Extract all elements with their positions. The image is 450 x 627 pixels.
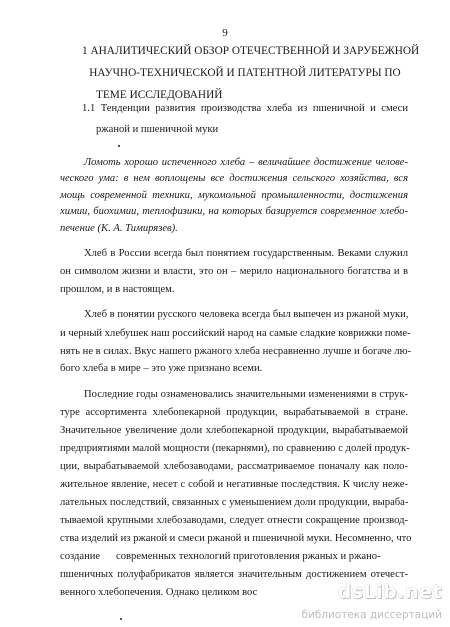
paragraph-line: жительное явление, несет с собой и негативные последствия. К числу неже- xyxy=(60,479,408,490)
section-heading-line: 1.1 Тенденции развития производства хлеба из пшеничной и смеси xyxy=(82,103,408,114)
paragraph-line: ства изделий из ржаной и смеси ржаной и пшеничной муки. Несомненно, что xyxy=(60,533,412,544)
paragraph-line: Хлеб в понятии русского человека всегда был выпечен из ржаной муки, xyxy=(84,309,409,320)
watermark-subtitle: библиотека диссертаций xyxy=(301,609,442,621)
chapter-heading-line: НАУЧНО-ТЕХНИЧЕСКОЙ И ПАТЕНТНОЙ ЛИТЕРАТУРЫ ПО xyxy=(89,67,401,79)
stray-dot xyxy=(120,618,122,620)
epigraph-line: печение (К. А. Тимирязев). xyxy=(60,223,178,234)
paragraph-line: туре ассортимента хлебопекарной продукции, вырабатываемой в стране. xyxy=(60,407,408,418)
watermark xyxy=(252,581,442,621)
paragraph-line: венного хлебопечения. Однако целиком вос xyxy=(60,587,258,598)
chapter-heading-line: ТЕМЕ ИССЛЕДОВАНИЙ xyxy=(96,89,223,101)
stray-dot xyxy=(118,145,120,147)
watermark-logo: dsLib.net xyxy=(337,581,442,603)
paragraph-line: бого хлеба в мире – это уже признано всеми. xyxy=(60,363,263,374)
paragraph-line: Значительное увеличение доли хлебопекарной продукции, вырабатываемой xyxy=(60,425,408,436)
paragraph-line: прошлом, и в настоящем. xyxy=(60,284,175,295)
paragraph-line: нять не в силах. Вкус нашего ржаного хлеба несравненно лучше и богаче лю- xyxy=(60,346,412,357)
paragraph-line: Хлеб в России всегда был понятием государственным. Веками служил xyxy=(84,248,408,259)
paragraph-line: он символом жизни и власти, это он – мерило национального богатства и в xyxy=(60,266,408,277)
paragraph-line: предприятиями малой мощности (пекарнями), по сравнению с долей продук- xyxy=(60,443,410,454)
paragraph-line: Последние годы ознаменовались значительными изменениями в струк- xyxy=(84,389,408,400)
epigraph-line: мощь современной техники, мукомольной промышленности, достижения xyxy=(60,190,408,201)
paragraph-line: и черный хлебушек наш российский народ на самые сладкие коврижки поме- xyxy=(60,328,411,339)
epigraph-line: ческого ума: в нем воплощены все достижения сельского хозяйства, вся xyxy=(60,173,408,184)
chapter-heading-line: 1 АНАЛИТИЧЕСКИЙ ОБЗОР ОТЕЧЕСТВЕННОЙ И ЗАРУБЕЖНОЙ xyxy=(82,45,420,57)
section-heading-line: ржаной и пшеничной муки xyxy=(96,124,219,135)
paragraph-line: тываемой крупными хлебозаводами, следует отнести сокращение производ- xyxy=(60,515,408,526)
paragraph-line: ции, вырабатываемой хлебозаводами, рассматриваемое поначалу как поло- xyxy=(60,461,408,472)
epigraph-line: химии, биохимии, теплофизики, на которых базируется современное хлебо- xyxy=(60,206,408,217)
page-number: 9 xyxy=(222,27,228,39)
paragraph-line: пшеничных полуфабрикатов является значительным достижением отечест- xyxy=(60,569,408,580)
paragraph-line: лательных последствий, связанных с уменьшением доли продукции, выраба- xyxy=(60,497,409,508)
epigraph-line: Ломоть хорошо испеченного хлеба – величайшее достижение челове- xyxy=(84,157,408,168)
paragraph-line: создание современных технологий приготовления ржаных и ржано- xyxy=(60,551,381,562)
